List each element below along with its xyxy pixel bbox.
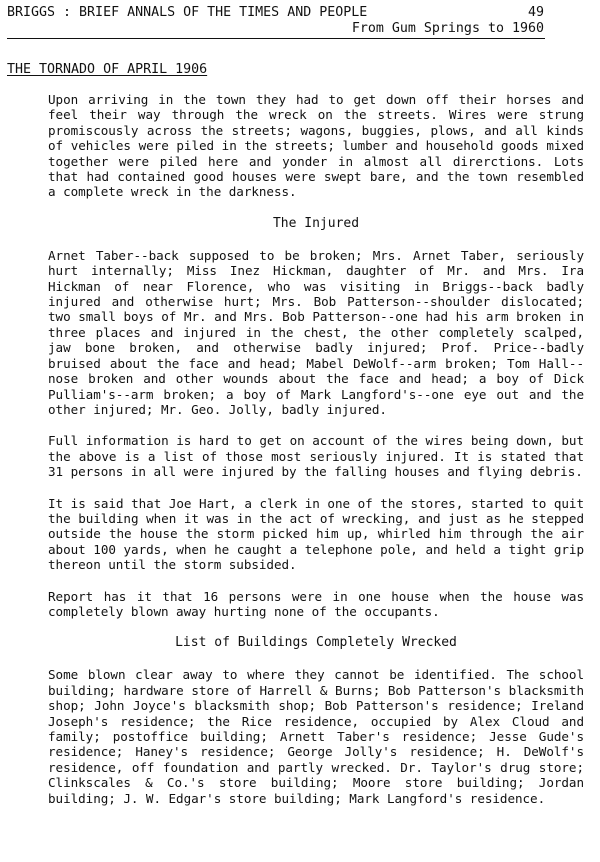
wrecked-heading: List of Buildings Completely Wrecked (175, 635, 457, 651)
paragraph: Upon arriving in the town they had to get down off their horses and feel their way through the wreck on the streets. Wires were strung promiscously across the streets; wagons, buggies, plows, and all kinds of vehicles were piled in the streets; lumber and household goods mixed together were piled here and yonder in almost all direrctions. Lots that had contained good houses were swept bare, and the town resembled a complete wreck in the darkness. (48, 92, 584, 200)
section-title: THE TORNADO OF APRIL 1906 (7, 62, 208, 77)
paragraph: Some blown clear away to where they cannot be identified. The school building; hardware store of Harrell & Burns; Bob Patterson's blacksmith shop; John Joyce's blacksmith shop; Bob Patterson's residence; Ireland Joseph's residence; the Rice residence, occupied by Alex Cloud and family; postoffice building; Arnett Taber's residence; Jesse Gude's residence; Haney's residence; George Jolly's residence; H. DeWolf's residence, off foundation and partly wrecked. Dr. Taylor's drug store; Clinkscales & Co.'s store building; Moore store building; Jordan building; J. W. Edgar's store building; Mark Langford's residence. (48, 667, 584, 806)
header-rule (7, 38, 545, 39)
page-number: 49 (527, 5, 544, 20)
paragraph: Arnet Taber--back supposed to be broken; Mrs. Arnet Taber, seriously hurt internally; Miss Inez Hickman, daughter of Mr. and Mrs. Ira Hickman of near Florence, who was visiting in Briggs--back badly injured and otherwise hurt; Mrs. Bob Patterson--shoulder dislocated; two small boys of Mr. and Mrs. Bob Patterson--one had his arm broken in three places and injured in the chest, the other completely scalped, jaw bone broken, and otherwise badly injured; Prof. Price--badly bruised about the face and head; Mabel DeWolf--arm broken; Tom Hall--nose broken and other wounds about the face and head; a boy of Dick Pulliam's--arm broken; a boy of Mark Langford's--one eye out and the other injured; Mr. Geo. Jolly, badly injured. (48, 247, 584, 417)
injured-heading: The Injured (272, 215, 360, 231)
paragraph: Report has it that 16 persons were in one house when the house was completely blown away hurting none of the occupants. (48, 588, 584, 619)
header-subtitle: From Gum Springs to 1960 (351, 21, 544, 36)
running-header (7, 5, 544, 21)
running-title: BRIGGS : BRIEF ANNALS OF THE TIMES AND PEOPLE (7, 5, 368, 20)
paragraph: Full information is hard to get on account of the wires being down, but the above is a list of those most seriously injured. It is stated that 31 persons in all were injured by the falling houses and flying debris. (48, 433, 584, 480)
paragraph: It is said that Joe Hart, a clerk in one of the stores, started to quit the building when it was in the act of wrecking, and just as he stepped outside the house the storm picked him up, whirled him through the air about 100 yards, when he caught a telephone pole, and held a tight grip thereon until the storm subsided. (48, 495, 584, 573)
body-text (48, 92, 584, 822)
